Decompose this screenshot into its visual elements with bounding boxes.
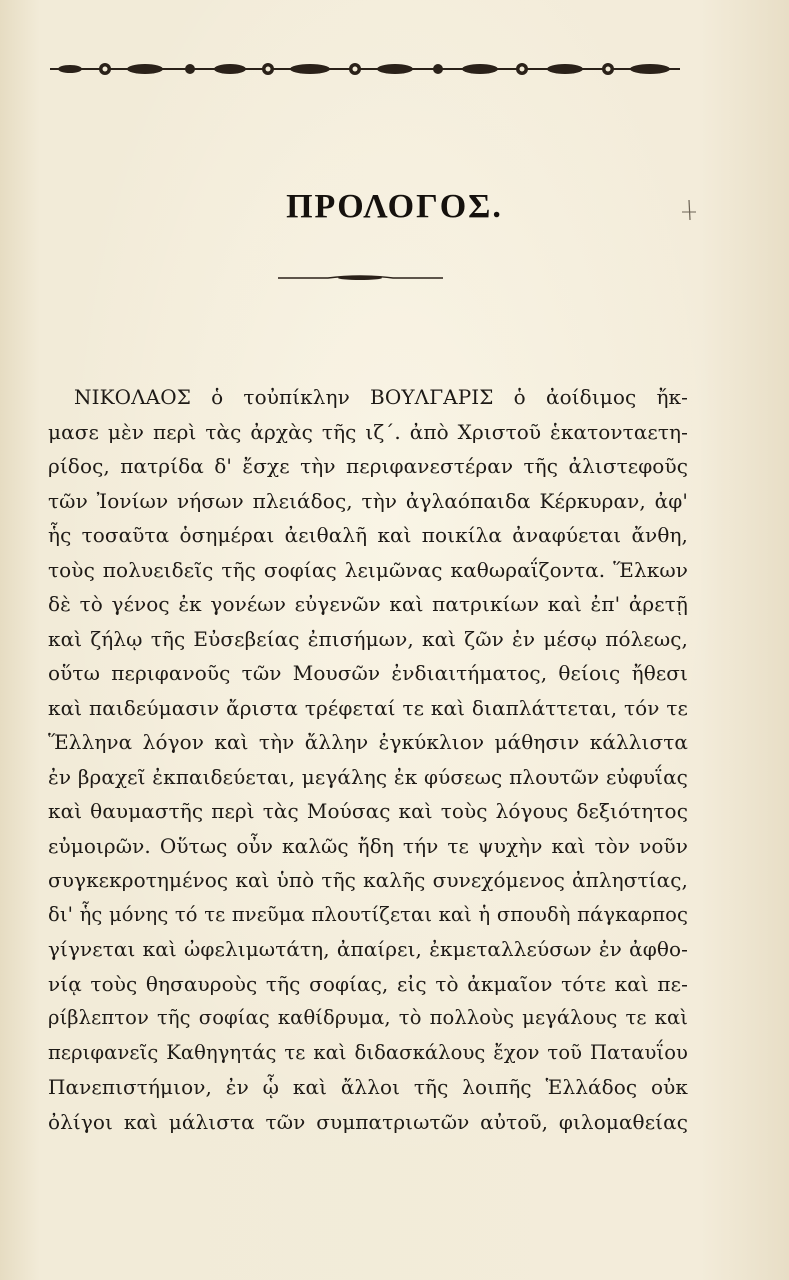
text-line: μασε μὲν περὶ τὰς ἀρχὰς τῆς ιζ΄. ἀπὸ Χριστοῦ ἑκατονταετη- (48, 419, 688, 444)
text-line: καὶ παιδεύμασιν ἄριστα τρέφεταί τε καὶ διαπλάττεται, τόν τε (48, 695, 688, 720)
text-line: ὀλίγοι καὶ μάλιστα τῶν συμπατριωτῶν αὐτοῦ, φιλομαθείας (48, 1109, 688, 1134)
text-line: δὲ τὸ γένος ἐκ γονέων εὐγενῶν καὶ πατρικίων καὶ ἐπ' ἀρετῇ (48, 592, 688, 616)
text-line: περιφανεῖς Καθηγητάς τε καὶ διδασκάλους ἔχον τοῦ Παταυΐου (48, 1040, 688, 1064)
body-text (48, 380, 688, 1139)
text-line: καὶ ζήλῳ τῆς Εὐσεβείας ἐπισήμων, καὶ ζῶν ἐν μέσῳ πόλεως, (48, 626, 688, 651)
text-line: Ἕλληνα λόγον καὶ τὴν ἄλλην ἐγκύκλιον μάθησιν κάλλιστα (48, 730, 688, 754)
text-line: εὐμοιρῶν. Οὕτως οὖν καλῶς ἤδη τήν τε ψυχὴν καὶ τὸν νοῦν (48, 833, 688, 858)
header-ornament (50, 58, 680, 80)
margin-mark (680, 198, 698, 222)
text-line: δι' ἧς μόνης τό τε πνεῦμα πλουτίζεται καὶ ἡ σπουδὴ πάγκαρπος (48, 902, 688, 926)
text-line: ἧς τοσαῦτα ὁσημέραι ἀειθαλῆ καὶ ποικίλα ἀναφύεται ἄνθη, (48, 523, 688, 547)
text-line: οὕτω περιφανοῦς τῶν Μουσῶν ἐνδιαιτήματος, θείοις ἤθεσι (48, 661, 688, 685)
text-line: ρίβλεπτον τῆς σοφίας καθίδρυμα, τὸ πολλοὺς μεγάλους τε καὶ (48, 1006, 688, 1029)
text-line: τῶν Ἰονίων νήσων πλειάδος, τὴν ἀγλαόπαιδα Κέρκυραν, ἀφ' (48, 488, 688, 513)
text-line: ἐν βραχεῖ ἐκπαιδεύεται, μεγάλης ἐκ φύσεως πλουτῶν εὐφυΐας (48, 764, 688, 789)
text-line: καὶ θαυμαστῆς περὶ τὰς Μούσας καὶ τοὺς λόγους δεξιότητος (48, 799, 688, 823)
text-line: ΝΙΚΟΛΑΟΣ ὁ τοὐπίκλην ΒΟΥΛΓΑΡΙΣ ὁ ἀοίδιμος ἤκ- (74, 385, 688, 409)
text-line: τοὺς πολυειδεῖς τῆς σοφίας λειμῶνας καθωραΐζοντα. Ἕλκων (48, 557, 688, 582)
text-line: Πανεπιστήμιον, ἐν ᾧ καὶ ἄλλοι τῆς λοιπῆς Ἑλλάδος οὐκ (48, 1075, 688, 1099)
title-rule (278, 274, 443, 282)
text-line: συγκεκροτημένος καὶ ὑπὸ τῆς καλῆς συνεχόμενος ἀπληστίας, (48, 868, 688, 892)
text-line: νίᾳ τοὺς θησαυροὺς τῆς σοφίας, εἰς τὸ ἀκμαῖον τότε καὶ πε- (48, 971, 688, 996)
text-line: γίγνεται καὶ ὠφελιμωτάτη, ἀπαίρει, ἐκμεταλλεύσων ἐν ἀφθο- (48, 937, 688, 961)
text-line: ρίδος, πατρίδα δ' ἔσχε τὴν περιφανεστέραν τῆς ἀλιστεφοῦς (48, 454, 688, 478)
page-title: ΠΡΟΛΟΓΟΣ. (286, 188, 503, 225)
